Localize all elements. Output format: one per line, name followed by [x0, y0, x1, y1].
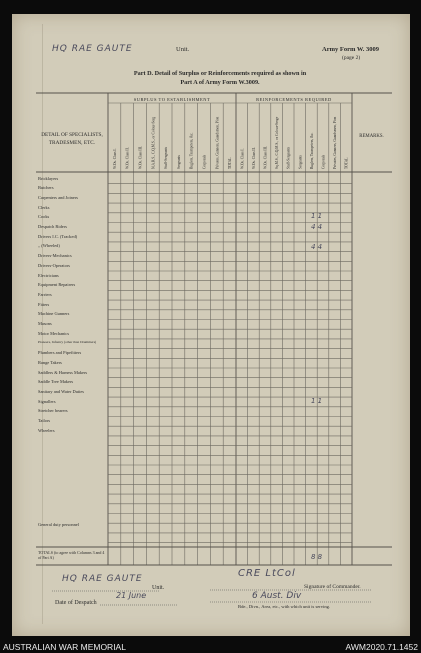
row-label: Equipment Repairers: [38, 282, 76, 288]
drivers-tracked-value: 4 4: [311, 243, 323, 251]
reinforcement-column-label: Buglers, Trumpeters, &c.: [309, 132, 314, 169]
row-label: Sanitary and Water Duties: [38, 388, 85, 394]
archive-reference: AWM2020.71.1452: [345, 642, 418, 652]
surplus-column-label: TOTAL: [228, 157, 233, 169]
remarks-header: REMARKS.: [359, 134, 384, 139]
surplus-column-label: Sergeants: [176, 155, 181, 169]
totals-label: TOTALS (to agree with Columns 3 and 4 of Part A): [38, 550, 105, 560]
signature-unit-label: Unit.: [152, 585, 165, 591]
reinforcement-column-label: W.Os. Class III.: [263, 146, 268, 169]
form-title-line2: Part A of Army Form W.3009.: [180, 79, 260, 86]
reinforcement-column-label: Sq.M.S., C.Q.M.S., or Colour-Serge: [275, 116, 280, 169]
row-label: Range Takers: [38, 359, 62, 365]
row-label: Pioneers, Infantry (other than Drummers): [38, 340, 97, 345]
row-label: Wheelers: [38, 427, 55, 433]
surplus-column-label: Corporals: [202, 154, 207, 169]
archive-footer: [0, 641, 421, 653]
row-label: Bricklayers: [38, 175, 59, 181]
row-label: Signallers: [38, 398, 56, 404]
cooks-value: 4 4: [311, 223, 323, 231]
reinforcement-column-label: Staff-Sergeants: [286, 146, 291, 169]
row-label: Tailors: [38, 418, 51, 423]
row-label: Motor Mechanics: [38, 330, 70, 336]
unit-handwritten: HQ RAE GAUTE: [52, 44, 133, 54]
reinforcements-header: REINFORCEMENTS REQUIRED: [256, 97, 332, 102]
row-label: Drivers I.C. (Tracked): [38, 233, 78, 239]
row-label: Stretcher bearers: [38, 408, 68, 414]
row-label: Carpenters and Joiners: [38, 194, 78, 200]
row-label: Butchers: [38, 185, 54, 191]
reinforcement-column-label: Corporals: [321, 154, 326, 169]
reinforcement-column-label: TOTAL: [344, 157, 349, 169]
surplus-column-label: N.A.R.S., C.Q.M.S., or Colour-Serg: [151, 116, 156, 169]
formation-label: Bde., Divn., Area, etc., with which unit is serving.: [238, 604, 331, 609]
reinforcement-column-label: Sergeants: [298, 155, 303, 169]
surplus-column-label: Buglers, Trumpeters, &c.: [189, 132, 194, 169]
row-label: Saddle Tree Makers: [38, 379, 74, 385]
surplus-header: SURPLUS TO ESTABLISHMENT: [133, 97, 211, 102]
archive-name: AUSTRALIAN WAR MEMORIAL: [3, 642, 126, 652]
row-label: Drivers-Operators: [38, 262, 70, 268]
signature-handwritten: CRE LtCol: [238, 568, 296, 579]
surplus-column-label: W.Os. Class III.: [138, 146, 143, 169]
row-label: ,, (Wheeled): [38, 243, 60, 249]
row-label: Saddlers & Harness Makers: [38, 369, 88, 375]
reinforcement-column-label: W.Os. Class II.: [251, 147, 256, 169]
reinforcement-column-label: W.Os. Class I.: [240, 148, 245, 169]
row-label: Electricians: [38, 272, 59, 278]
row-label: Machine Gunners: [38, 311, 70, 317]
row-label: Masons: [38, 321, 52, 326]
unit-label: Unit.: [176, 46, 190, 53]
row-label: Clerks: [38, 204, 50, 210]
row-label: Despatch Riders: [38, 224, 67, 229]
row-label: Fitters: [38, 301, 50, 307]
row-label: Cooks: [38, 214, 50, 220]
sanitary-value: 1 1: [311, 397, 323, 405]
totals-value: 8 8: [311, 553, 323, 561]
surplus-column-label: W.Os. Class I.: [112, 148, 117, 169]
row-label: Farriers: [38, 291, 52, 297]
surplus-column-label: W.Os. Class II.: [125, 147, 130, 169]
detail-header-line2: TRADESMEN, ETC.: [48, 140, 96, 146]
signature-label: Signature of Commander.: [304, 584, 361, 590]
date-of-despatch-label: Date of Despatch: [55, 600, 97, 606]
page-label: (page 2): [342, 55, 361, 61]
form-title-line1: Part D. Detail of Surplus or Reinforcements required as shown in: [133, 70, 307, 77]
form-number: Army Form W. 3009: [322, 46, 380, 53]
date-handwritten: 21 June: [116, 591, 147, 600]
signature-unit-handwritten: HQ RAE GAUTE: [62, 574, 143, 584]
surplus-column-label: Staff-Sergeants: [164, 146, 169, 169]
general-duty-label: General duty personnel: [38, 522, 79, 527]
row-label: Plumbers and Pipefitters: [38, 350, 82, 356]
surplus-column-label: Privates, Gunners, Guardsmen, Pion: [215, 116, 220, 169]
detail-header-line1: DETAIL OF SPECIALISTS,: [41, 132, 103, 138]
formation-handwritten: 6 Aust. Div: [252, 591, 302, 601]
clerks-value: 1 1: [311, 212, 323, 220]
row-label: Drivers-Mechanics: [38, 253, 72, 259]
reinforcement-column-label: Privates, Gunners, Guardsmen, Pion: [333, 116, 338, 169]
